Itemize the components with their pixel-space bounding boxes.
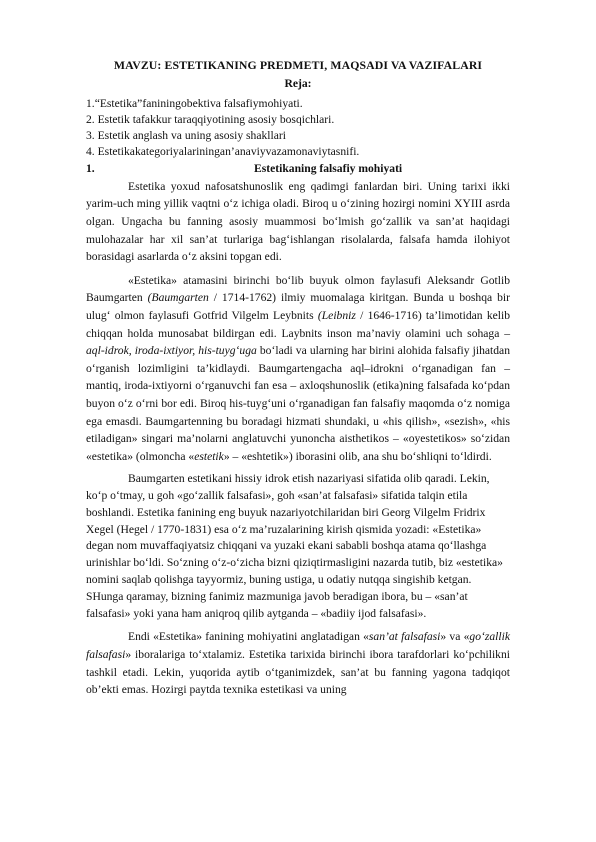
text-run-italic: san’at falsafasi	[368, 630, 441, 644]
text-run: » iboralariga to‘xtalamiz. Estetika tarixida birinchi ibora tarafdorlari ko‘pchilikni tashkil etadi. Lekin, yuqorida aytib o‘tganimizdek, san’at bu fanning yagona tadqiqot ob’ekti emas. Hozirgi paytda texnika estetikasi va uning	[86, 648, 510, 697]
text-run-italic: (Baumgarten	[147, 291, 209, 305]
plan-item: 2. Estetik tafakkur taraqqiyotining asosiy bosqichlari.	[86, 113, 335, 127]
section-number: 1.	[86, 162, 95, 176]
section-title: Estetikaning falsafiy mohiyati	[254, 162, 403, 176]
text-run-italic: go‘zallik falsafasi	[86, 630, 510, 662]
paragraph-4	[86, 628, 510, 698]
text-run: » – «eshtetik») iborasini olib, ana shu bo‘shliqni to‘ldirdi.	[223, 449, 492, 463]
plan-heading: Reja:	[284, 76, 312, 90]
paragraph-2	[86, 272, 510, 466]
paragraph-3: Baumgarten estetikani hissiy idrok etish nazariyasi sifatida olib qaradi. Lekin, ko‘p o‘tmay, u goh «go‘zallik falsafasi», goh «san’at falsafasi» sifatida talqin etila boshlandi. Estetika fanining eng buyuk nazariyotchilaridan biri Georg Vilgelm Fridrix Xegel (Hegel / 1770-1831) esa o‘z ma’ruzalarining kirish qismida yozadi: «Estetika» degan nom muvaffaqiyatsiz chiqqani va yuzaki ekani sababli boshqa atama qo‘llashga urinishlar bo‘ldi. So‘zning o‘z-o‘zicha bizni qiziqtirmasligini nazarda tutib, biz «estetika» nomini saqlab qolishga tayyormiz, buning ustiga, u odatiy nutqqa singishib ketgan. SHunga qaramay, bizning fanimiz mazmuniga javob beradigan ibora, bu – «san’at falsafasi» yoki yana ham aniqroq qilib aytganda – «badiiy ijod falsafasi».	[86, 472, 503, 620]
text-run-italic: aql-idrok, iroda-ixtiyor, his-tuyg‘uga	[86, 344, 257, 358]
text-run: Endi «Estetika» fanining mohiyatini anglatadigan «	[128, 630, 369, 644]
document-title: MAVZU: ESTETIKANING PREDMETI, MAQSADI VA VAZIFALARI	[113, 58, 483, 72]
paragraph-1: Estetika yoxud nafosatshunoslik eng qadimgi fanlardan biri. Uning tarixi ikki yarim-uch ming yillik vaqtni o‘z ichiga oladi. Biroq u o‘zining hozirgi nomini XYIII asrda olgan. Ungacha bu fanning asosiy muammosi bo‘lmish go‘zallik va san’at haqidagi mulohazalar har xil san’at turlariga bag‘ishlangan risolalarda, falsafa hamda ilohiyot borasidagi asarlarda o‘z aksini topgan edi.	[86, 179, 510, 264]
text-run: / 1646-1716) ta’limotidan kelib chiqqan holda munosabat bildirgan edi. Laybnits inson ma’naviy olamini uch sohaga –	[86, 308, 510, 340]
text-run-italic: estetik	[194, 449, 224, 463]
text-run: / 1714-1762) ilmiy muomalaga kiritgan. Bunda u boshqa bir ulug‘ olmon faylasufi Gotfrid Vilgelm Leybnits	[86, 291, 511, 322]
plan-list	[86, 96, 510, 160]
text-run: » va «	[440, 630, 470, 644]
text-run: bo‘ladi va ularning har birini alohida falsafiy jihatdan o‘rganish lozimligini ta’kidlaydi. Baumgartengacha aql–idrokni o‘rganadigan fan – mantiq, iroda-ixtiyorni o‘rganuvchi fan esa – axloqshunoslik (etika)ning falsafada ko‘pdan buyon o‘z o‘rni bor edi. Biroq his-tuyg‘uni o‘rganadigan fan falsafiy maqomda o‘z nomiga ega emasdi. Baumgartenning bu boradagi hizmati shundaki, u «his qilish», «sezish», «his etiladigan» singari ma’nolarni anglatuvchi yunoncha aisthetikos – «oyestetikos» so‘zidan «estetika» (olmoncha «	[86, 344, 510, 463]
section-heading	[86, 160, 510, 178]
plan-item: 3. Estetik anglash va uning asosiy shakllari	[86, 129, 286, 143]
plan-item: 4. Estetikakategoriyalariningan’anaviyvazamonaviytasnifi.	[86, 145, 360, 159]
text-run: «Estetika» atamasini birinchi bo‘lib buyuk olmon faylasufi Aleksandr Gotlib Baumgarten	[86, 273, 510, 305]
document-page	[86, 57, 510, 699]
text-run-italic: (Leibniz	[317, 308, 356, 322]
plan-item: 1.“Estetika”faniningobektiva falsafiymohiyati.	[86, 97, 303, 111]
